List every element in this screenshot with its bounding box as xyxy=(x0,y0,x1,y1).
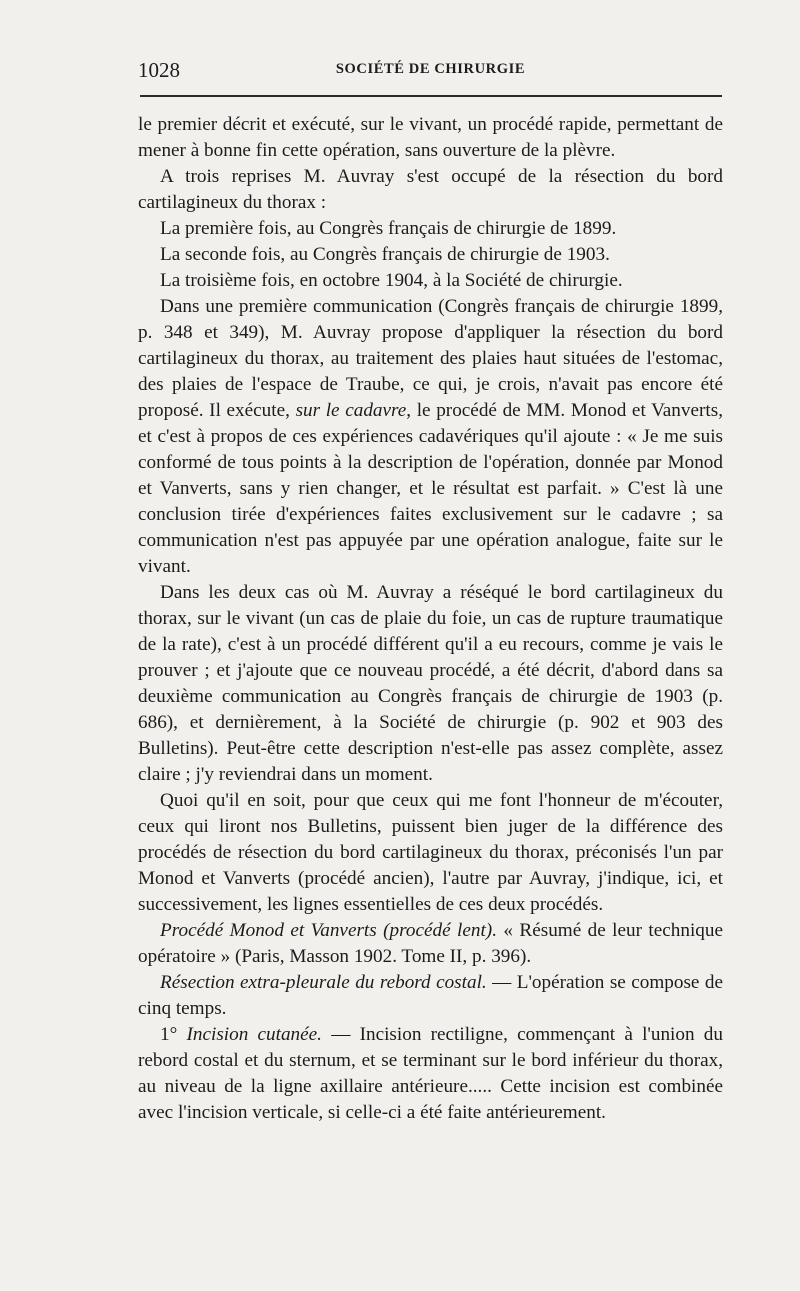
body-text xyxy=(138,112,723,1126)
paragraph-10: Résection extra-pleurale du rebord costal. — L'opération se compose de cinq temps. xyxy=(138,972,723,1019)
page-header xyxy=(138,58,723,84)
paragraph-2: A trois reprises M. Auvray s'est occupé de la résection du bord cartilagineux du thorax : xyxy=(138,166,723,213)
page-number: 1028 xyxy=(138,58,180,82)
paragraph-1: le premier décrit et exécuté, sur le vivant, un procédé rapide, permettant de mener à bonne fin cette opération, sans ouverture de la plèvre. xyxy=(138,114,723,161)
paragraph-8: Quoi qu'il en soit, pour que ceux qui me font l'honneur de m'écouter, ceux qui liront nos Bulletins, puissent bien juger de la différence des procédés de résection du bord cartilagineux du thorax, préconisés l'un par Monod et Vanverts (procédé ancien), l'autre par Auvray, j'indique, ici, et successivement, les lignes essentielles de ces deux procédés. xyxy=(138,790,723,915)
paragraph-7: Dans les deux cas où M. Auvray a réséqué le bord cartilagineux du thorax, sur le vivant (un cas de plaie du foie, un cas de rupture traumatique de la rate), c'est à un procédé différent qu'il a eu recours, comme je vais le prouver ; et j'ajoute que ce nouveau procédé, a été décrit, d'abord dans sa deuxième communication au Congrès français de chirurgie de 1903 (p. 686), et dernièrement, à la Société de chirurgie (p. 902 et 903 des Bulletins). Peut-être cette description n'est-elle pas assez complète, assez claire ; j'y reviendrai dans un moment. xyxy=(138,582,723,785)
paragraph-3: La première fois, au Congrès français de chirurgie de 1899. xyxy=(160,218,617,239)
running-title: SOCIÉTÉ DE CHIRURGIE xyxy=(335,61,526,77)
header-rule xyxy=(140,95,722,97)
section-heading-resection: Résection extra-pleurale du rebord costal. xyxy=(160,972,487,993)
paragraph-9: Procédé Monod et Vanverts (procédé lent). « Résumé de leur technique opératoire » (Paris, Masson 1902. Tome II, p. 396). xyxy=(138,920,723,967)
paragraph-6: Dans une première communication (Congrès français de chirurgie 1899, p. 348 et 349), M. Auvray propose d'appliquer la résection du bord cartilagineux du thorax, au traitement des plaies haut situées de l'estomac, des plaies de l'espace de Traube, ce qui, je crois, n'avait pas encore été proposé. Il exécute, sur le cadavre, le procédé de MM. Monod et Vanverts, et c'est à propos de ces expériences cadavériques qu'il ajoute : « Je me suis conformé de tous points à la description de l'opération, donnée par Monod et Vanverts, sans y rien changer, et le résultat est parfait. » C'est là une conclusion tirée d'expériences faites exclusivement sur le cadavre ; sa communication n'est pas appuyée par une opération analogue, faite sur le vivant. xyxy=(138,296,723,577)
italic-phrase: sur le cadavre xyxy=(295,400,407,421)
paragraph-5: La troisième fois, en octobre 1904, à la Société de chirurgie. xyxy=(160,270,623,291)
paragraph-11: 1° Incision cutanée. — Incision rectiligne, commençant à l'union du rebord costal et du sternum, et se terminant sur le bord inférieur du thorax, au niveau de la ligne axillaire antérieure..... Cette incision est combinée avec l'incision verticale, si celle-ci a été faite antérieurement. xyxy=(138,1024,723,1123)
section-heading-monod: Procédé Monod et Vanverts (procédé lent). xyxy=(160,920,497,941)
paragraph-4: La seconde fois, au Congrès français de chirurgie de 1903. xyxy=(160,244,610,265)
section-heading-incision: Incision cutanée. xyxy=(186,1024,322,1045)
